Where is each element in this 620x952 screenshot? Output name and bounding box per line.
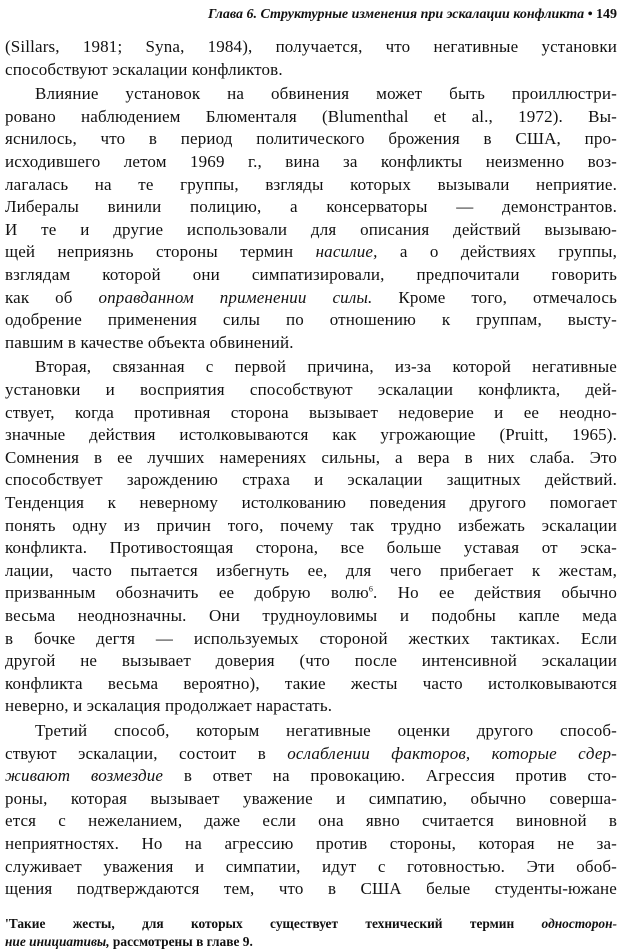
body-line: взглядам которой они симпатизировали, предпочитали говорить	[5, 265, 617, 284]
body-line: призванным обозначить ее добрую волю$^6$. Но ее действия обычно	[5, 583, 617, 603]
body-line: живают возмездие в ответ на провокацию. Агрессия против сто-	[5, 766, 617, 786]
body-line: как об оправданном применении силы. Кроме того, отмечалось	[5, 287, 617, 307]
body-line: щения подтверждаются тем, что в США белые студенты-южане	[5, 879, 617, 899]
footnote-line: 'Такие жесты, для которых существует технический термин односторон-	[5, 915, 617, 931]
paragraph-first-line: Вторая, связанная с первой причина, из-за которой негативные	[35, 357, 617, 377]
body-line: исходившего летом 1969 г., вина за конфликты неизменно воз-	[5, 152, 617, 171]
body-line: Тенденция к неверному истолкованию поведения другого помогает	[5, 493, 617, 512]
footnote-line: ние инициативы, рассмотрены в главе 9.	[5, 933, 253, 949]
body-line: (Sillars, 1981; Syna, 1984), получается, что негативные установки	[5, 37, 617, 56]
italic-term: ослаблении факторов, которые сдер-	[287, 743, 617, 763]
body-line: щей неприязнь стороны термин насилие, а о действиях группы,	[5, 242, 617, 262]
body-line: павшим в качестве объекта обвинений.	[5, 332, 294, 352]
body-line: одобрение применения силы по отношению к группам, высту-	[5, 310, 617, 330]
running-title: Глава 6. Структурные изменения при эскалации конфликта	[207, 7, 585, 22]
paragraph-first-line: Третий способ, которым негативные оценки другого способ-	[35, 721, 617, 740]
body-line: в бочке дегтя — используемых стороной жестких тактиках. Если	[5, 628, 617, 648]
footnote-marker: 6	[368, 584, 374, 594]
body-line: другой не вызывает доверия (что после интенсивной эскалации	[5, 651, 617, 671]
body-line: служивает уважения и симпатии, идут с готовностью. Эти обоб-	[5, 856, 617, 876]
body-line: значные действия истолковываются как угрожающие (Pruitt, 1965).	[5, 425, 617, 445]
body-line: яснилось, что в период политического брожения в США, про-	[5, 129, 617, 149]
body-line: неверно, и эскалация продолжает нарастать.	[5, 696, 333, 716]
body-line: лации, часто пытается избегнуть ее, для чего прибегает к жестам,	[5, 560, 617, 580]
body-line: способствуют эскалации конфликтов.	[5, 59, 283, 79]
page-number: 149	[596, 7, 617, 22]
body-line: весьма неоднозначны. Они трудноуловимы и подобны капле меда	[5, 606, 617, 625]
body-line: установки и восприятия способствуют эскалации конфликта, дей-	[5, 380, 617, 399]
body-line: конфликта. Противостоящая сторона, все больше уставая от эска-	[5, 538, 617, 558]
body-line: неприятностях. Но на агрессию против стороны, которая не за-	[5, 834, 617, 853]
italic-term: оправданном применении силы.	[98, 287, 373, 307]
body-line: способствует зарождению страха и эскалации защитных действий.	[5, 470, 617, 490]
body-line: Либералы винили полицию, а консерваторы — демонстрантов.	[5, 197, 617, 217]
body-line: понять одну из причин того, почему так трудно избежать эскалации	[5, 515, 617, 535]
paragraph-first-line: Влияние установок на обвинения может быть проиллюстри-	[35, 84, 617, 104]
body-line: конфликта весьма вероятно), такие жесты часто истолковываются	[5, 673, 617, 693]
body-line: ется с нежеланием, даже если она явно считается виновной в	[5, 811, 617, 831]
body-line: И те и другие использовали для описания действий вызываю-	[5, 219, 617, 239]
body-line: ровано наблюдением Блюменталя (Blumenthal et al., 1972). Вы-	[5, 106, 617, 126]
header-bullet: •	[587, 7, 593, 22]
body-line: Сомнения в ее лучших намерениях сильны, а вера в них слаба. Это	[5, 447, 617, 467]
body-line: лагалась на те группы, взгляды которых вызывали неприятие.	[5, 174, 617, 194]
body-line: ствует, когда противная сторона вызывает недоверие и ее неодно-	[5, 402, 617, 422]
body-line: ствуют эскалации, состоит в ослаблении факторов, которые сдер-	[5, 743, 617, 763]
body-line: роны, которая вызывает уважение и симпатию, обычно совершa-	[5, 788, 617, 808]
running-header	[0, 0, 617, 30]
italic-term: насилие,	[315, 242, 378, 262]
italic-term: живают возмездие	[5, 766, 164, 786]
